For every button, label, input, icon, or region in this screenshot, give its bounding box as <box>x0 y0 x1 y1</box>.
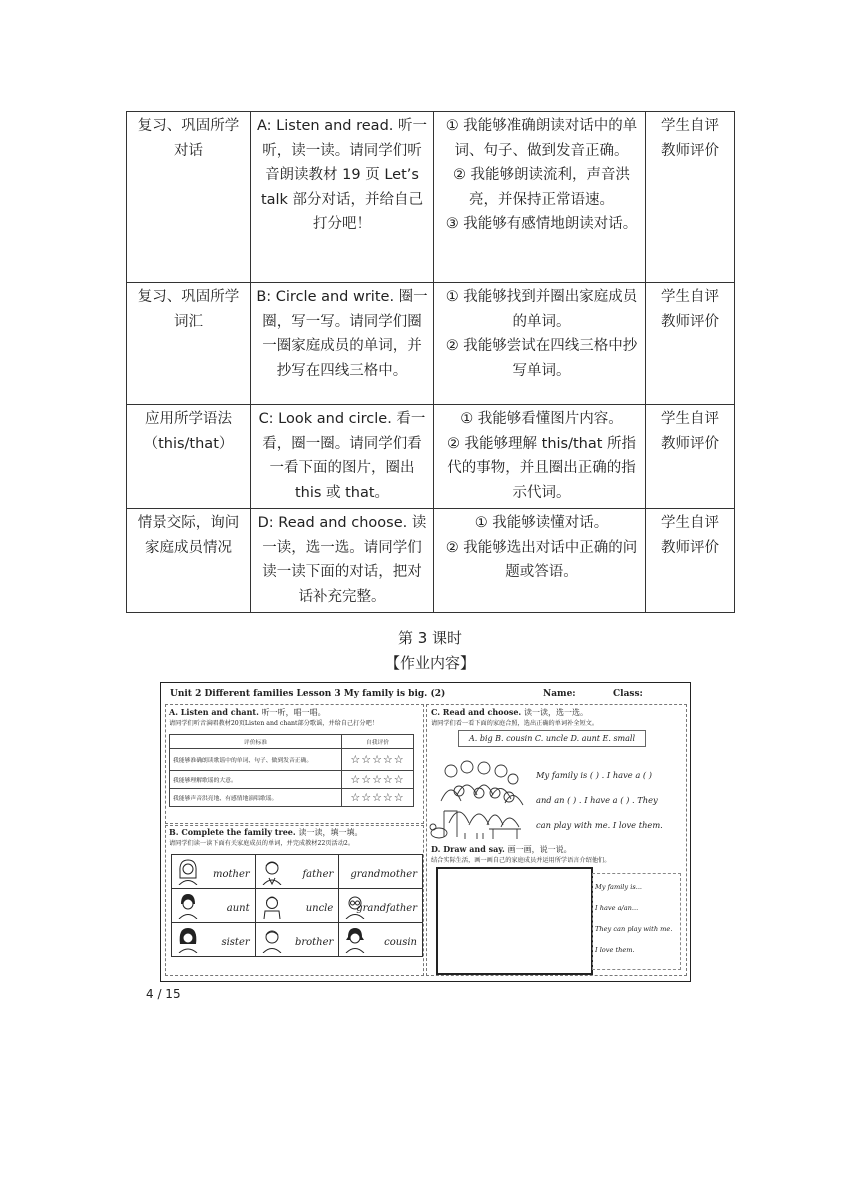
teacher-eval-label: 教师评价 <box>661 313 719 330</box>
teacher-eval-label: 教师评价 <box>661 539 719 556</box>
lesson-title: 第 3 课时 <box>397 629 463 647</box>
criteria-cell <box>434 112 646 283</box>
table-row <box>127 405 735 509</box>
word-card <box>255 923 339 957</box>
criterion: ① 我能够读懂对话。 <box>474 515 609 531</box>
goal-cell: 情景交际，询问家庭成员情况 <box>127 509 251 613</box>
evaluation-cell <box>646 112 735 283</box>
word-card <box>172 855 256 889</box>
criteria-cell <box>434 283 646 405</box>
word-card <box>339 855 423 889</box>
evaluation-cell <box>646 405 735 509</box>
section-b-title: B. Complete the family tree. <box>169 827 296 837</box>
star-rating[interactable]: ☆☆☆☆☆ <box>342 771 414 789</box>
word-card <box>255 889 339 923</box>
worksheet-image <box>160 682 691 982</box>
section-c-title-cn: 读一读，选一选。 <box>524 708 589 717</box>
self-eval-label: 学生自评 <box>661 289 719 305</box>
family-word: brother <box>294 937 334 948</box>
family-word: uncle <box>305 903 334 914</box>
say-line: My family is... <box>595 883 643 891</box>
family-word: grandmother <box>350 869 417 880</box>
table-row <box>170 789 414 807</box>
girl-portrait-icon <box>343 926 367 953</box>
table-row <box>172 923 423 957</box>
family-word: father <box>302 869 334 880</box>
star-rating[interactable]: ☆☆☆☆☆ <box>342 789 414 807</box>
section-a-title-cn: 听一听，唱一唱。 <box>261 708 326 717</box>
section-b-heading <box>169 827 362 838</box>
criteria-cell <box>434 509 646 613</box>
task-cell: B: Circle and write. 圈一圈，写一写。请同学们圈一圈家庭成员的单词，并抄写在四线三格中。 <box>251 283 434 405</box>
homework-heading: 【作业内容】 <box>384 654 475 672</box>
word-card <box>172 889 256 923</box>
star-rating[interactable]: ☆☆☆☆☆ <box>342 749 414 771</box>
section-d-title: D. Draw and say. <box>431 844 505 854</box>
task-cell: D: Read and choose. 读一读，选一选。请同学们读一读下面的对话，把对话补充完整。 <box>251 509 434 613</box>
section-a-title: A. Listen and chant. <box>169 707 259 717</box>
word-card <box>339 889 423 923</box>
criterion: ② 我能够选出对话中正确的问题或答语。 <box>445 539 638 580</box>
evaluation-cell <box>646 509 735 613</box>
task-cell: C: Look and circle. 看一看，圈一圈。请同学们看一看下面的图片，圈出 this 或 that。 <box>251 405 434 509</box>
criterion: ③ 我能够有感情地朗读对话。 <box>445 216 638 232</box>
goal-cell: 应用所学语法（this/that） <box>127 405 251 509</box>
word-card <box>172 923 256 957</box>
say-line: They can play with me. <box>595 925 673 933</box>
table-row <box>170 735 414 749</box>
self-eval-label: 学生自评 <box>661 411 719 427</box>
self-eval-label: 学生自评 <box>661 118 719 134</box>
family-word: grandfather <box>356 903 417 914</box>
family-word: sister <box>221 937 250 948</box>
name-label: Name: <box>543 689 576 699</box>
drawing-area[interactable] <box>436 867 593 975</box>
worksheet-title: Unit 2 Different families Lesson 3 My family is big. (2) <box>170 689 446 699</box>
table-row <box>172 889 423 923</box>
passage-line: can play with me. I love them. <box>536 820 663 830</box>
rating-criterion: 我能够声音洪亮地、有感情地演唱歌谣。 <box>170 789 342 807</box>
woman-portrait-icon <box>176 858 200 885</box>
rating-criterion: 我能够理解歌谣的大意。 <box>170 771 342 789</box>
boy-portrait-icon <box>260 926 284 953</box>
family-word: aunt <box>226 903 250 914</box>
section-b-instruction: 请同学们读一读下面有关家庭成员的单词，并完成教材22页活动2。 <box>169 840 355 847</box>
criterion: ① 我能够准确朗读对话中的单词、句子、做到发音正确。 <box>445 118 638 159</box>
table-row <box>172 855 423 889</box>
table-row <box>127 112 735 283</box>
word-card <box>339 923 423 957</box>
teacher-eval-label: 教师评价 <box>661 142 719 159</box>
homework-evaluation-table <box>126 111 735 613</box>
table-row <box>127 509 735 613</box>
family-photo-icon <box>429 753 529 841</box>
family-word: cousin <box>384 937 417 948</box>
criterion: ① 我能够找到并圈出家庭成员的单词。 <box>445 289 638 330</box>
table-row <box>170 749 414 771</box>
goal-cell: 复习、巩固所学词汇 <box>127 283 251 405</box>
section-a-heading <box>169 707 326 718</box>
say-line: I have a/an... <box>595 904 639 912</box>
criterion: ① 我能够看懂图片内容。 <box>460 411 623 427</box>
self-eval-label: 学生自评 <box>661 515 719 531</box>
man-portrait-icon <box>260 858 284 885</box>
family-word: mother <box>212 869 250 880</box>
section-a-instruction: 请同学们听音演唱教材20页Listen and chant部分歌谣，并给自己打分吧！ <box>169 720 378 727</box>
criteria-header: 评价标准 <box>170 735 342 749</box>
teacher-eval-label: 教师评价 <box>661 435 719 452</box>
criterion: ② 我能够朗读流利，声音洪亮，并保持正常语速。 <box>452 167 631 208</box>
page-number: 4 / 15 <box>146 987 181 1001</box>
evaluation-cell <box>646 283 735 405</box>
section-c-instruction: 请同学们看一看下面的家庭合照，选出正确的单词补全短文。 <box>431 720 599 727</box>
girl-portrait-icon <box>176 926 200 953</box>
say-line: I love them. <box>595 946 635 954</box>
criterion: ② 我能够尝试在四线三格中抄写单词。 <box>445 338 638 379</box>
criteria-cell <box>434 405 646 509</box>
section-d-instruction: 结合实际生活，画一画自己的家庭成员并运用所学语言介绍他们。 <box>431 857 611 864</box>
girl-portrait-icon <box>176 892 200 919</box>
rating-header: 自我评价 <box>342 735 414 749</box>
criterion: ② 我能够理解 this/that 所指代的事物，并且圈出正确的指示代词。 <box>446 435 637 501</box>
passage-line: and an ( ) . I have a ( ) . They <box>536 795 658 805</box>
section-c-heading <box>431 707 588 718</box>
self-rating-table <box>169 734 414 807</box>
man-portrait-icon <box>260 892 284 919</box>
word-card <box>255 855 339 889</box>
passage-line: My family is ( ) . I have a ( ) <box>536 770 653 780</box>
section-b-title-cn: 读一读，填一填。 <box>298 828 363 837</box>
table-row <box>170 771 414 789</box>
section-d-title-cn: 画一画，说一说。 <box>507 845 572 854</box>
rating-criterion: 我能够准确朗读歌谣中的单词、句子、做到发音正确。 <box>170 749 342 771</box>
goal-cell: 复习、巩固所学对话 <box>127 112 251 283</box>
class-label: Class: <box>613 689 643 699</box>
section-c-title: C. Read and choose. <box>431 707 522 717</box>
family-word-grid <box>171 854 423 957</box>
table-row <box>127 283 735 405</box>
word-options-box: A. big B. cousin C. uncle D. aunt E. small <box>458 730 646 747</box>
task-cell: A: Listen and read. 听一听，读一读。请同学们听音朗读教材 19 页 Let’s talk 部分对话，并给自己打分吧！ <box>251 112 434 283</box>
section-d-heading <box>431 844 572 855</box>
